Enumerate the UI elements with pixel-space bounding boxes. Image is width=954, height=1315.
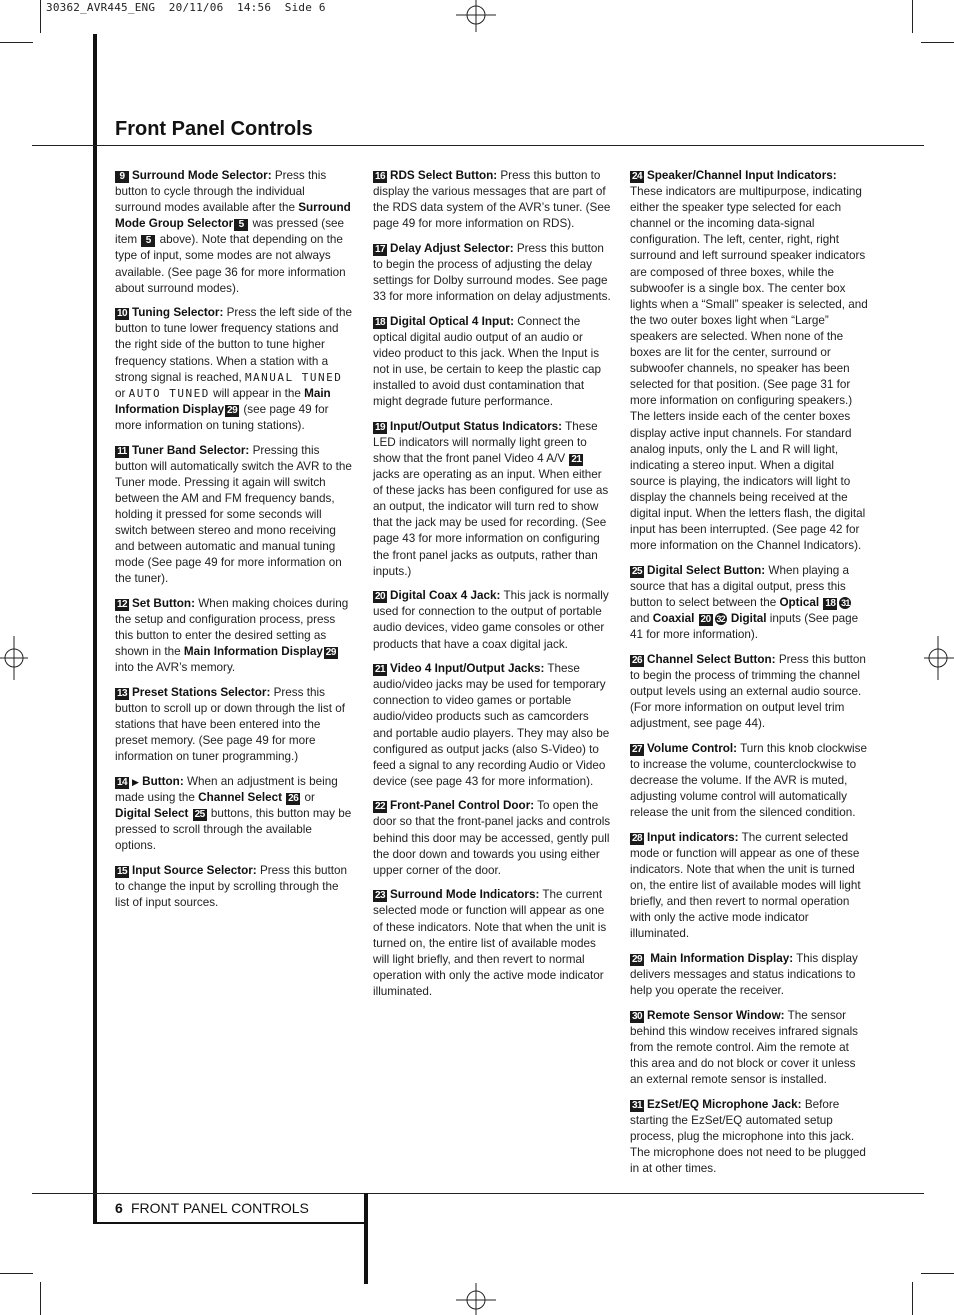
footer-rule-bottom [93,1222,366,1224]
item-number: 17 [374,243,386,255]
item-front-panel-door: 22 Front-Panel Control Door: To open the door so that the front-panel jacks and controls behind this door may be accessed, gently pull the door down and towards you using either upper corner of the door. [373,799,611,877]
item-reference: 29 [325,647,336,659]
item-remote-sensor-window: 30 Remote Sensor Window: The sensor behind this window receives infrared signals from the remote control. Aim the remote at this area and do not block or cover it unless an external remote sensor is installed. [630,1008,859,1086]
item-heading: Button: [142,774,184,788]
item-heading: Surround Mode Selector: [132,169,272,182]
item-number: 9 [115,171,129,183]
item-number: 26 [631,654,643,666]
item-preset-stations-selector: 13 Preset Stations Selector: Press this button to scroll up or down through the list of stations that have been entered into the preset memory. (See page 49 for more information on tuner programming.) [115,685,345,764]
item-number: 11 [115,446,129,458]
lcd-text: AUTO TUNED [128,386,210,400]
item-number: 28 [631,832,643,844]
item-number: 14 [116,776,128,788]
page-title: Front Panel Controls [115,118,313,140]
item-heading: Digital Coax 4 Jack: [390,589,501,603]
item-number: 27 [631,743,643,755]
registration-mark-icon [924,636,954,680]
circled-reference: 32 [716,614,725,625]
item-heading: Remote Sensor Window: [647,1008,785,1022]
item-heading: Video 4 Input/Output Jacks: [390,662,545,676]
item-reference: 21 [571,454,582,465]
item-ezset-microphone-jack: 31 EzSet/EQ Microphone Jack: Before starting the EzSet/EQ automated setup process, plug the microphone into this jack. The microphone does not need to be plugged in at other times. [630,1097,866,1175]
item-number: 16 [374,171,386,182]
item-digital-coax-jack: 20 Digital Coax 4 Jack: This jack is normally used for connection to the output of portable audio devices, video game consoles or other products that have a coax digital jack. [373,589,609,651]
footer-divider-bar [364,1193,368,1284]
item-input-indicators: 28 Input indicators: The current selected mode or function will appear as one of these indicators. Note that when the unit is turned on, the entire list of available modes will light briefly, and then revert to normal operation with only the active mode indicator illuminated. [630,830,861,941]
column-1 [115,168,353,920]
item-set-button: 12 Set Button: When making choices during the setup and configuration process, press this button to enter the desired setting as shown in the Main Information Display 29 into the AVR’s memory. [115,596,349,675]
item-delay-adjust-selector: 17 Delay Adjust Selector: Press this button to begin the process of adjusting the delay settings for Dolby surround modes. See page 33 for more information on delay adjustments. [373,241,611,304]
crop-mark [0,1273,33,1274]
item-number: 20 [374,591,386,603]
item-number: 15 [116,865,128,877]
circled-reference: 31 [841,597,850,608]
item-heading: Tuner Band Selector: [132,443,250,457]
item-reference: 29 [227,404,238,416]
item-reference: 5 [234,219,248,231]
item-number: 30 [631,1010,643,1022]
item-heading: Input indicators: [647,830,739,844]
footer-rule-top [32,1193,924,1194]
item-input-source-selector: 15 Input Source Selector: Press this button to change the input by scrolling through the list of input sources. [115,863,348,909]
title-rule [32,145,924,146]
registration-mark-icon [456,0,496,32]
item-surround-mode-indicators: 23 Surround Mode Indicators: The current selected mode or function will appear as one of these indicators. Note that when the unit is turned on, the entire list of available modes will light briefly, and then revert to normal operation with only the active mode indicator illuminated. [373,888,607,998]
item-reference: 26 [288,792,299,804]
item-number: 10 [116,308,128,320]
item-heading: Speaker/Channel Input Indicators: [647,169,837,182]
item-heading: Digital Optical 4 Input: [390,314,515,328]
print-slug: 30362_AVR445_ENG 20/11/06 14:56 Side 6 [46,1,326,14]
item-number: 23 [374,890,386,902]
item-number: 25 [631,565,643,577]
crop-mark [912,0,913,33]
item-heading: EzSet/EQ Microphone Jack: [647,1097,802,1111]
item-number: 12 [116,598,128,610]
column-3 [630,168,868,1186]
item-reference: 18 [825,597,836,609]
item-heading: Volume Control: [647,741,738,755]
item-heading: Digital Select Button: [647,563,766,577]
item-main-information-display: 29 Main Information Display: This display delivers messages and status indications to help you operate the receiver. [630,951,858,997]
item-reference: 25 [194,808,205,820]
lcd-text: MANUAL TUNED [244,370,343,384]
crop-mark [921,1273,954,1274]
item-heading: Channel Select Button: [647,652,776,666]
item-heading: Surround Mode Indicators: [390,888,540,902]
item-number: 19 [374,421,386,433]
item-heading: Delay Adjust Selector: [390,241,514,255]
item-video-io-jacks: 21 Video 4 Input/Output Jacks: These audio/video jacks may be used for temporary connection to video games or portable audio/video products such as camcorders and portable audio players. They may also be configured as output jacks (also S-Video) to feed a signal to any recording Audio or Video device (see page 43 for more information). [373,662,610,788]
page-number: 6 [115,1200,123,1216]
item-number: 31 [631,1099,643,1111]
item-tuning-selector: 10 Tuning Selector: Press the left side of the button to tune lower frequency stations and the right side of the button to tune higher frequency stations. When a station with a strong signal is reached, MANUAL TUNED or AUTO TUNED will appear in the Main Information Display 29 (see page 49 for more information on tuning stations). [115,306,352,432]
item-digital-optical-input: 18 Digital Optical 4 Input: Connect the optical digital audio output of an audio or video product to this jack. When the Input is not in use, be certain to keep the plastic cap installed to avoid dust contamination that might degrade future performance. [373,314,602,409]
item-heading: Tuning Selector: [132,306,224,320]
column-2 [373,168,611,1009]
item-heading: Set Button: [132,596,195,610]
item-digital-select-button: 25 Digital Select Button: When playing a source that has a digital output, press this button to select between the Optical 18 31 and Coaxial 20 32 Digital inputs (See page 41 for more information). [630,563,859,642]
item-tuner-band-selector: 11 Tuner Band Selector: Pressing this button will automatically switch the AVR to the Tuner mode. Pressing it again will switch between the AM and FM frequency bands, holding it pressed for some seconds will switch between stereo and mono receiving and between automatic and manual tuning mode (See page 49 for more information on the tuner). [115,443,352,586]
item-io-status-indicators: 19 Input/Output Status Indicators: These LED indicators will normally light green to show that the front panel Video 4 A/V 21 jacks are operating as an input. When either of these jacks has been configured for use as an output, the indicator will turn red to show that the jack may be used for recording. (See page 43 for more information on configuring the front panel jacks as outputs, rather than inputs.) [373,419,609,578]
item-reference: 20 [700,614,711,626]
item-heading: Preset Stations Selector: [132,685,271,699]
item-volume-control: 27 Volume Control: Turn this knob clockwise to increase the volume, counterclockwise to decrease the volume. If the AVR is muted, adjusting volume control will automatically release the unit from the silenced condition. [630,741,867,820]
registration-mark-icon [0,636,28,680]
crop-mark [912,1282,913,1315]
item-reference: 5 [141,235,155,247]
item-speaker-channel-indicators: 24 Speaker/Channel Input Indicators: These indicators are multipurpose, indicating either the speaker type selected for each channel or the incoming data-signal configuration. The left, center, right, right surround and left surround speaker indicators are composed of three boxes, while the subwoofer is a single box. The center box lights when a “Small” speaker is selected, and the two outer boxes light when “Large” speakers are selected. When none of the boxes are lit for the center, surround or subwoofer channels, no speaker has been selected for that position. (See page 31 for more information on configuring speakers.) The letters inside each of the center boxes display active input channels. For standard analog inputs, only the L and R will light, indicating a stereo input. When a digital source is playing, the indicators will light to display the channels being received at the digital input. When the letters flash, the digital input has been interrupted. (See page 42 for more information on the Channel Indicators). [630,169,868,553]
item-heading: Input Source Selector: [132,863,257,877]
registration-mark-icon [456,1283,496,1315]
item-surround-mode-selector: 9 Surround Mode Selector: Press this button to cycle through the individual surround modes available after the Surround Mode Group Selector 5 was pressed (see item 5 above). Note that depending on the type of input, some modes are not always available. (See page 36 for more information about surround modes). [115,169,351,295]
item-arrow-button: 14 ▶ Button: When an adjustment is being made using the Channel Select 26 or Digital Select 25 buttons, this button may be pressed to scroll through the available options. [115,774,352,853]
item-rds-select-button: 16 RDS Select Button: Press this button to display the various messages that are part of the RDS data system of the AVR’s tuner. (See page 49 for more information on RDS). [373,169,611,231]
item-heading: Input/Output Status Indicators: [390,419,563,433]
crop-mark [0,42,33,43]
item-number: 29 [631,953,643,965]
item-number: 21 [374,664,386,676]
left-margin-bar [93,34,97,1224]
item-channel-select-button: 26 Channel Select Button: Press this button to begin the process of trimming the channel output levels using an external audio source. (For more information on output level trim adjustment, see page 44). [630,652,866,731]
crop-mark [40,1282,41,1315]
item-heading: RDS Select Button: [390,169,498,182]
item-number: 22 [374,801,386,813]
item-heading: Front-Panel Control Door: [390,799,535,813]
play-arrow-icon: ▶ [132,776,139,787]
item-number: 18 [374,316,386,328]
item-number: 13 [116,687,128,699]
crop-mark [921,42,954,43]
item-heading: Main Information Display: [650,951,794,965]
item-number: 24 [631,171,643,182]
footer-section-title: FRONT PANEL CONTROLS [131,1200,309,1216]
crop-mark [40,0,41,33]
